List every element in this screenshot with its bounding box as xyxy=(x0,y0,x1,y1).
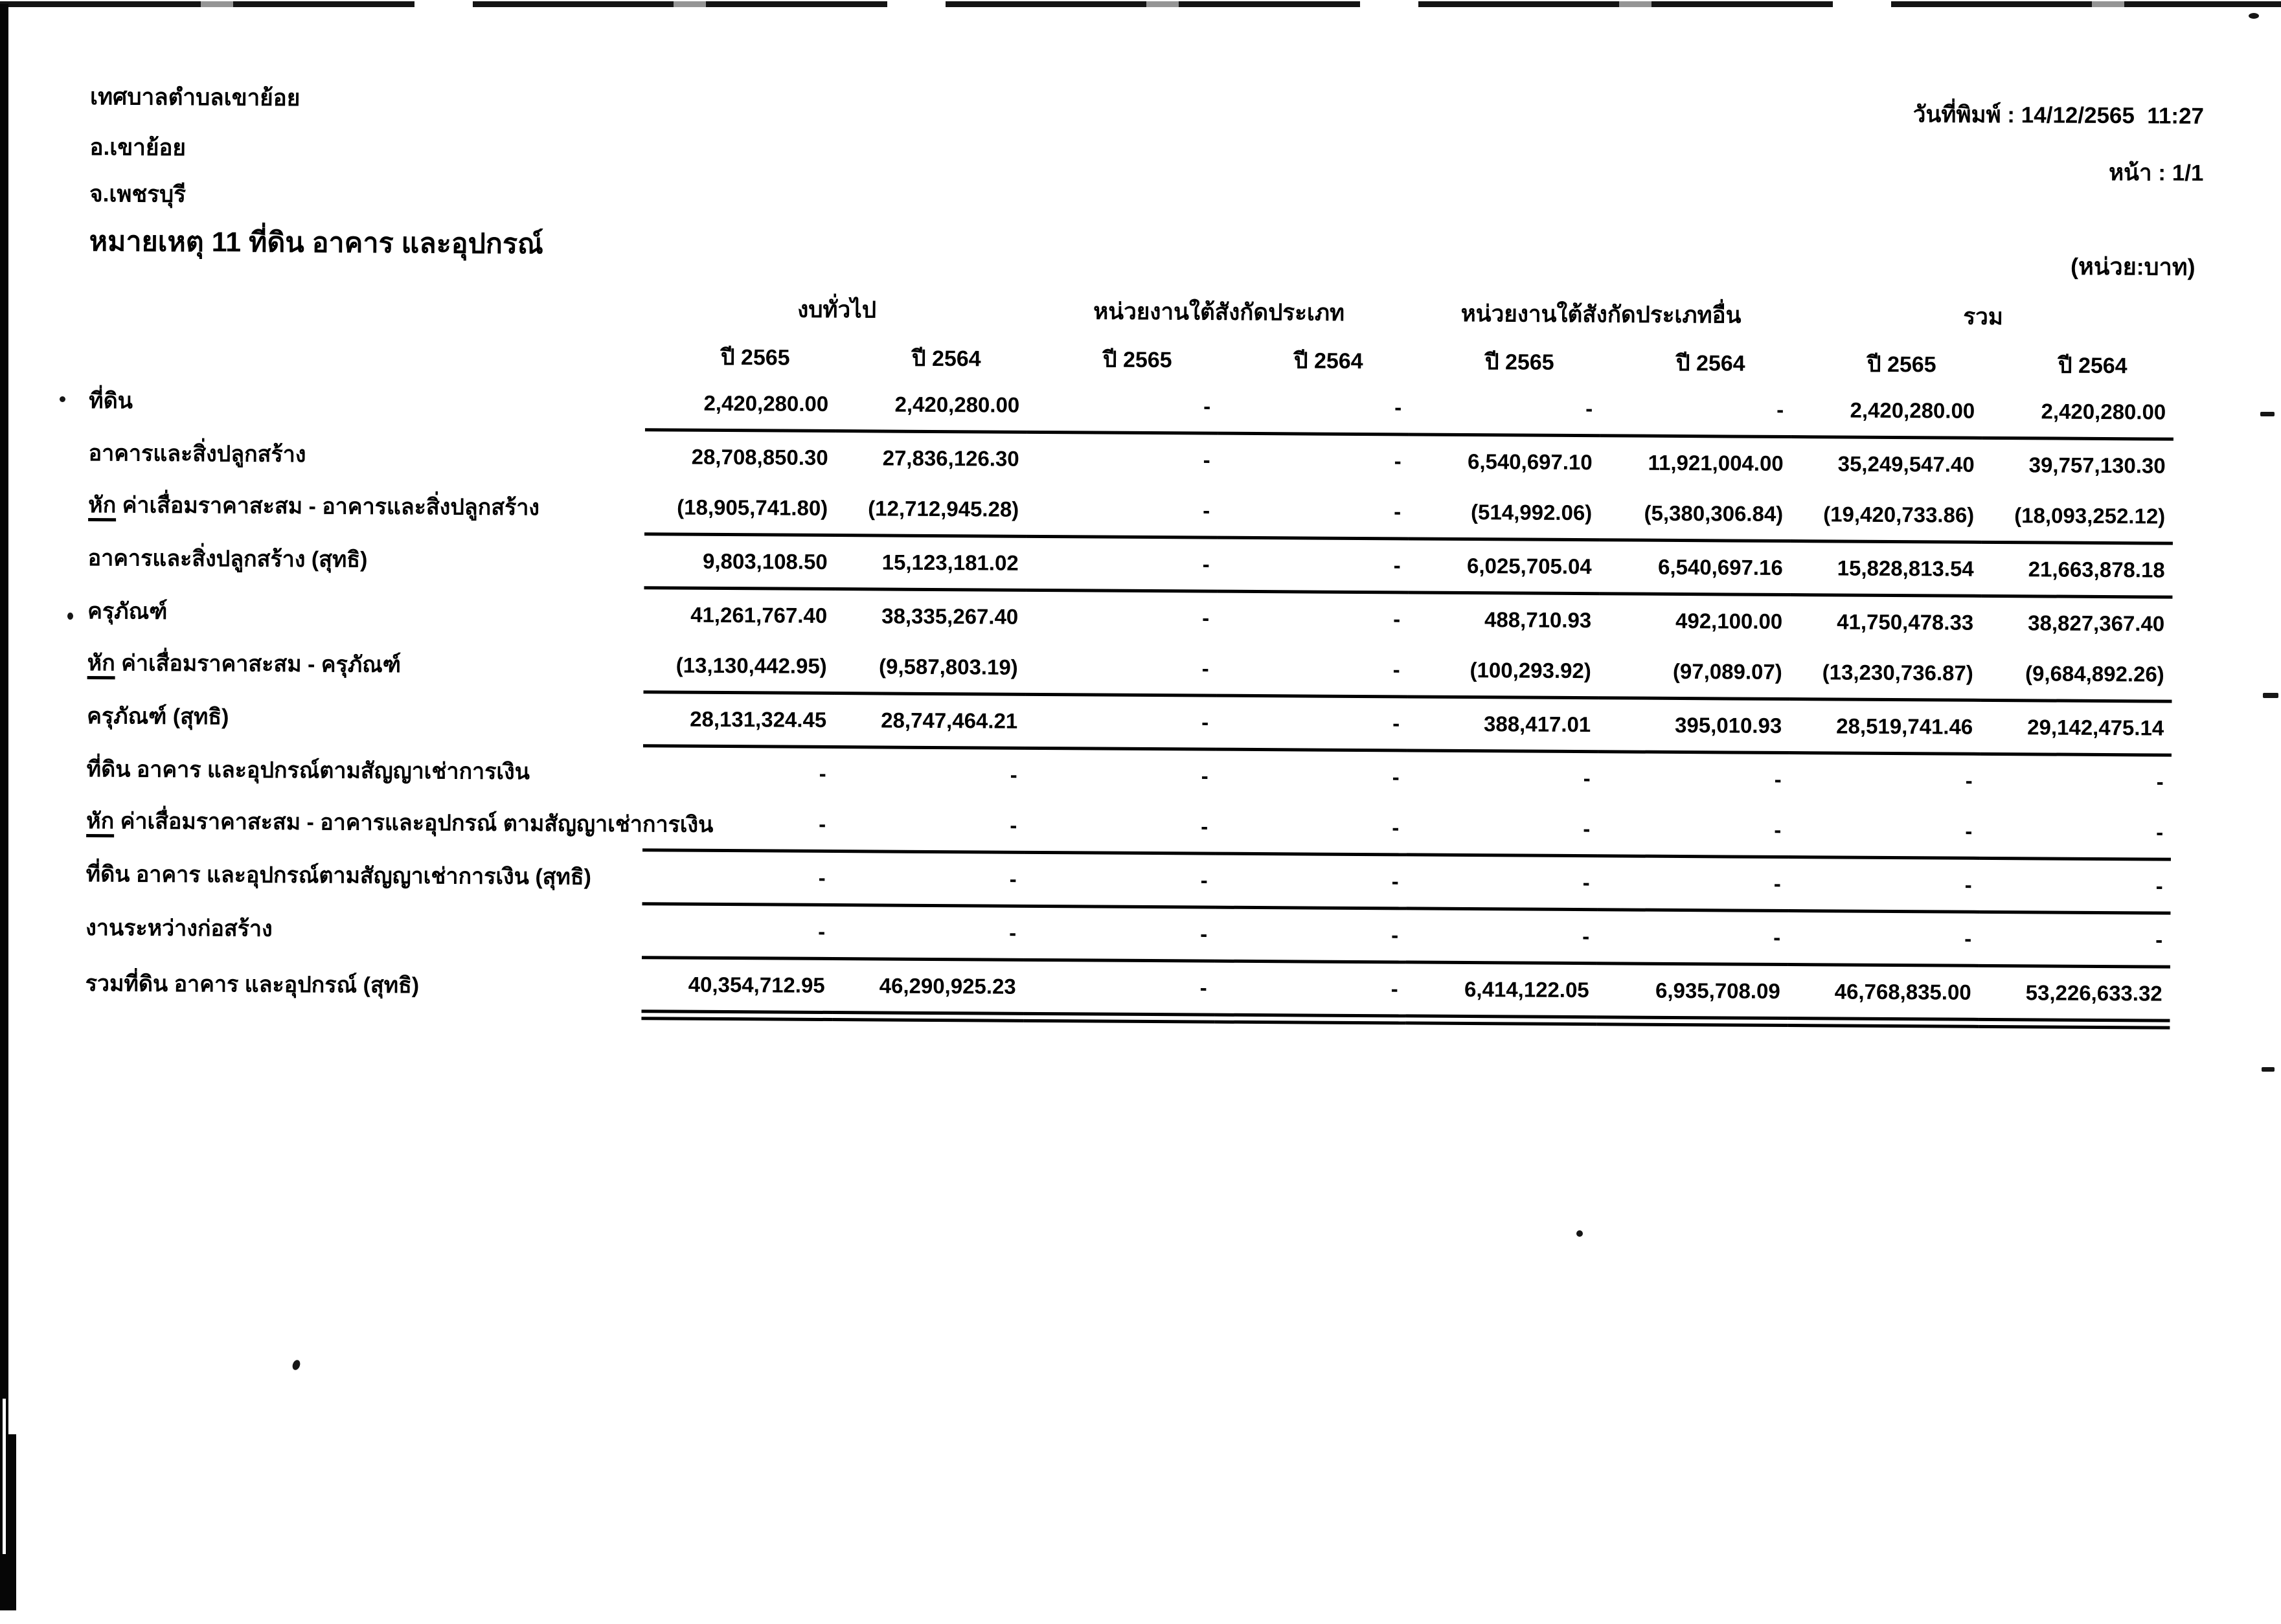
cell-value: - xyxy=(1218,381,1410,434)
year-header: ปี 2564 xyxy=(1675,350,1745,376)
cell-value: 39,757,130.30 xyxy=(2028,453,2166,478)
group-header-agencies: หน่วยงานใต้สังกัดประเภท xyxy=(1093,298,1345,326)
cell-value: 28,131,324.45 xyxy=(643,692,835,747)
cell-value: 6,414,122.05 xyxy=(1405,962,1597,1021)
cell-value: (13,230,736.87) xyxy=(1790,647,1981,700)
cell-value: 21,663,878.18 xyxy=(1981,542,2173,597)
cell-value: 28,747,464.21 xyxy=(834,694,1026,749)
cell-value: 9,803,108.50 xyxy=(644,534,835,589)
label-column-spacer xyxy=(88,332,645,378)
cell-value: (12,712,945.28) xyxy=(835,483,1027,536)
cell-value: 15,123,181.02 xyxy=(835,536,1027,591)
group-header-other-agencies: หน่วยงานใต้สังกัดประเภทอื่น xyxy=(1460,300,1742,328)
cell-value: - xyxy=(1597,856,1789,911)
cell-value: - xyxy=(833,851,1025,907)
row-label: รวมที่ดิน อาคาร และอุปกรณ์ (สุทธิ) xyxy=(85,971,420,998)
cell-value: - xyxy=(1406,855,1598,910)
cell-value: 41,261,767.40 xyxy=(690,602,828,627)
cell-value: (18,093,252.12) xyxy=(1982,490,2173,543)
cell-value: (5,380,306.84) xyxy=(1600,488,1791,541)
org-name: เทศบาลตำบลเขาย้อย xyxy=(89,84,301,111)
fixed-assets-table xyxy=(84,278,2174,1030)
year-header: ปี 2565 xyxy=(1867,352,1936,378)
cell-value: 6,540,697.10 xyxy=(1467,449,1593,475)
cell-value: - xyxy=(1406,908,1598,964)
cell-value: (100,293.92) xyxy=(1407,644,1598,697)
cell-value: - xyxy=(1789,857,1980,912)
page-number: หน้า : 1/1 xyxy=(2108,160,2204,186)
row-label: ครุภัณฑ์ (สุทธิ) xyxy=(87,703,229,730)
cell-value: - xyxy=(1203,447,1210,472)
year-header: ปี 2564 xyxy=(2058,353,2128,379)
cell-value: 6,935,708.09 xyxy=(1596,964,1788,1022)
cell-value: - xyxy=(1979,858,2171,913)
cell-value: - xyxy=(833,905,1025,960)
cell-value: 2,420,280.00 xyxy=(645,378,836,431)
row-label: อาคารและสิ่งปลูกสร้าง (สุทธิ) xyxy=(87,545,368,572)
cell-value: - xyxy=(1394,449,1402,473)
cell-value: - xyxy=(1774,767,1782,791)
label-column-spacer xyxy=(89,278,646,335)
cell-value: 2,420,280.00 xyxy=(836,379,1028,432)
deduction-prefix: หัก xyxy=(86,809,114,837)
cell-value: - xyxy=(1024,906,1216,961)
table-body xyxy=(84,374,2173,1024)
cell-value: 395,010.93 xyxy=(1598,698,1790,753)
cell-value: - xyxy=(1202,605,1210,630)
print-date: วันที่พิมพ์ : 14/12/2565 11:27 xyxy=(1912,102,2205,129)
cell-value: - xyxy=(1216,695,1408,750)
cell-value: - xyxy=(1218,486,1409,539)
cell-value: 492,100.00 xyxy=(1675,608,1783,633)
cell-value: 40,354,712.95 xyxy=(641,958,833,1016)
row-label: ครุภัณฑ์ xyxy=(87,598,168,624)
year-header: ปี 2564 xyxy=(1293,348,1363,374)
row-label: อาคารและสิ่งปลูกสร้าง xyxy=(88,440,306,467)
row-label: ที่ดิน อาคาร และอุปกรณ์ตามสัญญาเช่าการเงิน xyxy=(86,756,530,784)
cell-value: - xyxy=(2156,769,2164,794)
cell-value: - xyxy=(1027,484,1218,537)
cell-value: - xyxy=(1393,607,1401,631)
cell-value: - xyxy=(819,761,826,785)
year-header: ปี 2564 xyxy=(911,346,981,372)
cell-value: 2,420,280.00 xyxy=(1982,386,2173,439)
cell-value: - xyxy=(834,799,1025,852)
cell-value: (19,420,733.86) xyxy=(1791,489,1982,542)
cell-value: 35,249,547.40 xyxy=(1837,451,1975,477)
cell-value: 6,025,705.04 xyxy=(1408,539,1600,594)
unit-label: (หน่วย:บาท) xyxy=(2070,253,2196,280)
cell-value: - xyxy=(1025,694,1217,749)
cell-value: 11,921,004.00 xyxy=(1648,450,1784,475)
year-header: ปี 2565 xyxy=(1484,350,1554,375)
cell-value: (514,992.06) xyxy=(1409,486,1600,539)
cell-value: 38,335,267.40 xyxy=(881,603,1019,629)
deduction-prefix: หัก xyxy=(87,651,115,679)
cell-value: (97,089.07) xyxy=(1598,646,1790,699)
group-header-total: รวม xyxy=(1963,304,2003,330)
cell-value: - xyxy=(1217,537,1409,592)
org-province: จ.เพชรบุรี xyxy=(89,181,187,207)
row-label: หัก ค่าเสื่อมราคาสะสม - ครุภัณฑ์ xyxy=(87,637,644,692)
cell-value: - xyxy=(1965,768,1973,793)
cell-value: - xyxy=(1026,536,1218,591)
cell-value: - xyxy=(1010,762,1017,787)
cell-value: - xyxy=(1392,765,1400,789)
cell-value: - xyxy=(1789,805,1980,858)
deduction-prefix: หัก xyxy=(88,493,116,521)
page-title: หมายเหตุ 11 ที่ดิน อาคาร และอุปกรณ์ xyxy=(89,225,544,260)
cell-value: 488,710.93 xyxy=(1484,607,1592,633)
cell-value: 2,420,280.00 xyxy=(1791,385,1982,438)
cell-value: - xyxy=(1979,912,2171,967)
cell-value: - xyxy=(1023,960,1215,1018)
cell-value: 41,750,478.33 xyxy=(1837,609,1974,635)
cell-value: 6,540,697.16 xyxy=(1599,540,1791,595)
cell-value: 29,142,475.14 xyxy=(1980,700,2172,755)
cell-value: - xyxy=(1214,961,1406,1019)
cell-value: - xyxy=(1407,802,1598,855)
cell-value: 28,519,741.46 xyxy=(1789,699,1981,754)
cell-value: - xyxy=(1027,380,1218,433)
cell-value: - xyxy=(1216,644,1408,697)
cell-value: 388,417.01 xyxy=(1407,697,1599,752)
cell-value: - xyxy=(1215,907,1407,962)
cell-value: 38,827,367.40 xyxy=(2028,611,2165,636)
cell-value: - xyxy=(1216,802,1407,855)
cell-value: - xyxy=(1788,911,1980,966)
cell-value: - xyxy=(642,850,834,905)
group-header-general-budget: งบทั่วไป xyxy=(797,297,877,322)
cell-value: - xyxy=(1597,910,1789,965)
cell-value: 27,836,126.30 xyxy=(882,445,1019,471)
cell-value: 46,290,925.23 xyxy=(832,959,1024,1017)
row-label: งานระหว่างก่อสร้าง xyxy=(85,915,273,942)
cell-value: (9,587,803.19) xyxy=(834,641,1026,694)
cell-value: - xyxy=(1024,852,1216,907)
table-row xyxy=(84,954,2170,1024)
cell-value: 28,708,850.30 xyxy=(691,444,828,469)
row-label: ที่ดิน อาคาร และอุปกรณ์ตามสัญญาเช่าการเงิน (สุทธิ) xyxy=(85,861,592,890)
cell-value: - xyxy=(1980,806,2171,859)
year-header: ปี 2565 xyxy=(720,344,790,370)
cell-value: (13,130,442.95) xyxy=(643,640,834,693)
cell-value: (18,905,741.80) xyxy=(644,482,835,535)
row-label: หัก ค่าเสื่อมราคาสะสม - อาคารและอุปกรณ์ ตามสัญญาเช่าการเงิน xyxy=(86,809,714,838)
cell-value: - xyxy=(1215,853,1407,908)
cell-value: - xyxy=(1409,382,1600,435)
cell-value: 53,226,633.32 xyxy=(1979,965,2170,1024)
cell-value: - xyxy=(1600,383,1792,436)
row-label: หัก ค่าเสื่อมราคาสะสม - อาคารและสิ่งปลูกสร้าง xyxy=(87,479,644,534)
year-header: ปี 2565 xyxy=(1102,347,1172,373)
cell-value: - xyxy=(642,904,834,959)
org-district: อ.เขาย้อย xyxy=(89,134,187,161)
cell-value: - xyxy=(1025,642,1216,695)
cell-value: 46,768,835.00 xyxy=(1787,965,1979,1023)
cell-value: - xyxy=(1598,804,1789,857)
cell-value: - xyxy=(1025,800,1216,853)
cell-value: - xyxy=(1201,763,1209,788)
cell-value: - xyxy=(1583,766,1591,791)
cell-value: (9,684,892.26) xyxy=(1980,648,2172,701)
row-label: ที่ดิน xyxy=(89,389,133,414)
cell-value: 15,828,813.54 xyxy=(1790,541,1982,596)
cell-value: - xyxy=(642,798,834,851)
